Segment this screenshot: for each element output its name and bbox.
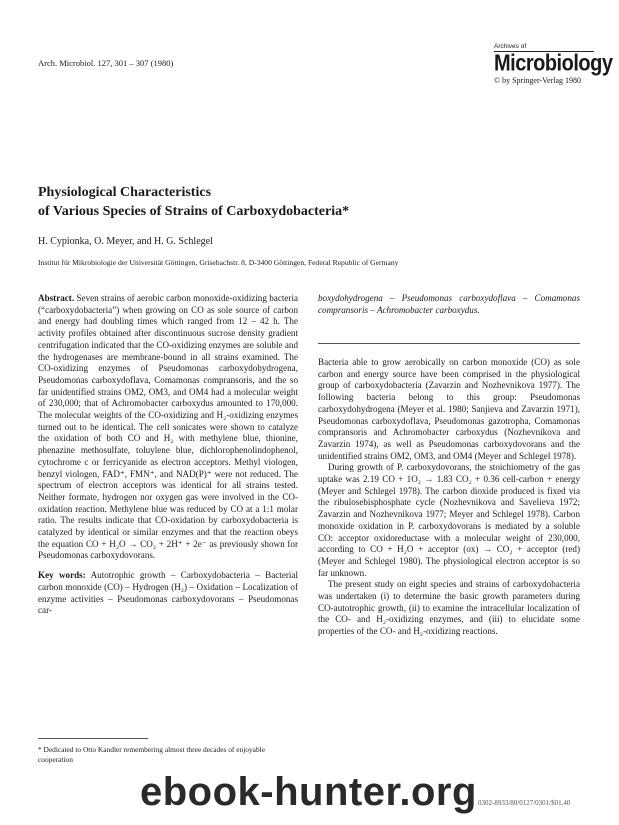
title-line-2: of Various Species of Strains of Carboxydobacteria*	[38, 204, 350, 219]
logo-small-text: Archives of	[494, 43, 594, 52]
keywords-continued: boxydohydrogena – Pseudomonas carboxydoflava – Comamonas compransoris – Achromobacter carboxydus.	[318, 293, 580, 315]
body-paragraph-1: Bacteria able to grow aerobically on carbon monoxide (CO) as sole carbon and energy source have been comprised in the physiological group of carboxydobacteria (Zavarzin and Nozhevnikova 1977). The following bacteria belong to this group: Pseudomonas carboxydohydrogena (Meyer et al. 1980; Sanjieva and Zavarzin 1971), Pseudomonas carboxydoflava, Pseudomonas gazotropha, Comamonas compransoris and Achromobacter carboxydus (Nozhevnikova and Zavarzin 1974), as well as Pseudomonas carboxydovorans and the unidentified strains OM2, OM3, and OM4 (Meyer and Schlegel 1978).	[318, 357, 580, 461]
paper-affiliation: Institut für Mikrobiologie der Universität Göttingen, Grisebachstr. 8, D-3400 Göttingen, Federal Republic of Germany	[38, 258, 399, 267]
header-citation: Arch. Microbiol. 127, 301 – 307 (1980)	[38, 58, 174, 68]
abstract-label: Abstract.	[38, 293, 75, 303]
keywords	[38, 570, 298, 617]
publisher-line: © by Springer-Verlag 1980	[494, 76, 582, 85]
watermark: ebook-hunter.org	[140, 770, 477, 814]
footnote: * Dedicated to Otto Kandler remembering almost three decades of enjoyable cooperation	[38, 745, 265, 764]
doi-code: 0302-8933/80/0127/0301/$01.40	[478, 799, 571, 807]
footnote-rule	[38, 738, 148, 739]
keywords-label: Key words:	[38, 570, 86, 581]
paper-authors: H. Cypionka, O. Meyer, and H. G. Schlegel	[38, 236, 213, 247]
left-column	[38, 293, 298, 617]
body-paragraph-2: During growth of P. carboxydovorans, the stoichiometry of the gas uptake was 2.19 CO + 1O₂ → 1.83 CO₂ + 0.36 cell-carbon + energy (Meyer and Schlegel 1978). The carbon dioxide produced is fixed via the ribulosebisphosphate cycle (Nozhevnikova and Savelieva 1972; Zavarzin and Nozhevnikova 1977; Meyer and Schlegel 1978). Carbon monoxide oxidation in P. carboxydovorans is mediated by a soluble CO: acceptor oxidoreductase with a molecular weight of 230,000, according to CO + H₂O + acceptor (ox) → CO₂ + acceptor (red) (Meyer and Schlegel 1980). The physiological electron acceptor is so far unknown.	[318, 462, 580, 578]
keywords-rule	[318, 343, 580, 344]
right-column	[318, 357, 580, 638]
journal-logo	[494, 43, 613, 85]
title-line-1: Physiological Characteristics	[38, 185, 212, 200]
logo-big-text: Microbiology	[494, 50, 613, 77]
keywords-text: Autotrophic growth – Carboxydobacteria – Bacterial carbon monoxide (CO) – Hydrogen (H₂) – Oxidation – Localization of enzyme activities – Pseudomonas carboxydovorans – Pseudomonas car-	[38, 570, 298, 616]
body-paragraph-3: The present study on eight species and strains of carboxydobacteria was undertaken (i) to determine the basic growth parameters during CO-autotrophic growth, (ii) to examine the intracellular localization of the CO- and H₂-oxidizing enzymes, and (iii) to elucidate some properties of the CO- and H₂-oxidizing reactions.	[318, 579, 580, 637]
abstract-text: Seven strains of aerobic carbon monoxide-oxidizing bacteria (“carboxydobacteria”) when growing on CO as sole source of carbon and energy had doubling times which ranged from 12 – 42 h. The activity profiles obtained after discontinuous sucrose density gradient centrifugation indicated that the CO-oxidizing enzymes are soluble and the hydrogenases are membrane-bound in all strains examined. The CO-oxidizing enzymes of Pseudomonas carboxydohydrogena, Pseudomonas carboxydoflava, Comamonas compransoris, and the so far unidentified strains OM2, OM3, and OM4 had a molecular weight of 230,000; that of Achromobacter carboxydus amounted to 170,000. The molecular weights of the CO-oxidizing and H₂-oxidizing enzymes turned out to be identical. The cell sonicates were shown to catalyze the oxidation of both CO and H₂ with methylene blue, thionine, phenazine methosulfate, toluylene blue, dichlorophenolindophenol, cytochrome c or ferricyanide as electron acceptors. Methyl viologen, benzyl viologen, FAD⁺, FMN⁺, and NAD(P)⁺ were not reduced. The spectrum of electron acceptors was identical for all strains tested. Neither formate, hydrogen nor oxygen gas were involved in the CO-oxidation reaction. Methylene blue was reduced by CO at a 1:1 molar ratio. The results indicate that CO-oxidation by carboxydobacteria is catalyzed by identical or similar enzymes and that the reaction obeys the equation CO + H₂O → CO₂ + 2H⁺ + 2e⁻ as previously shown for Pseudomonas carboxydovorans.	[38, 293, 299, 561]
abstract	[38, 293, 298, 562]
paper-title	[38, 183, 349, 221]
